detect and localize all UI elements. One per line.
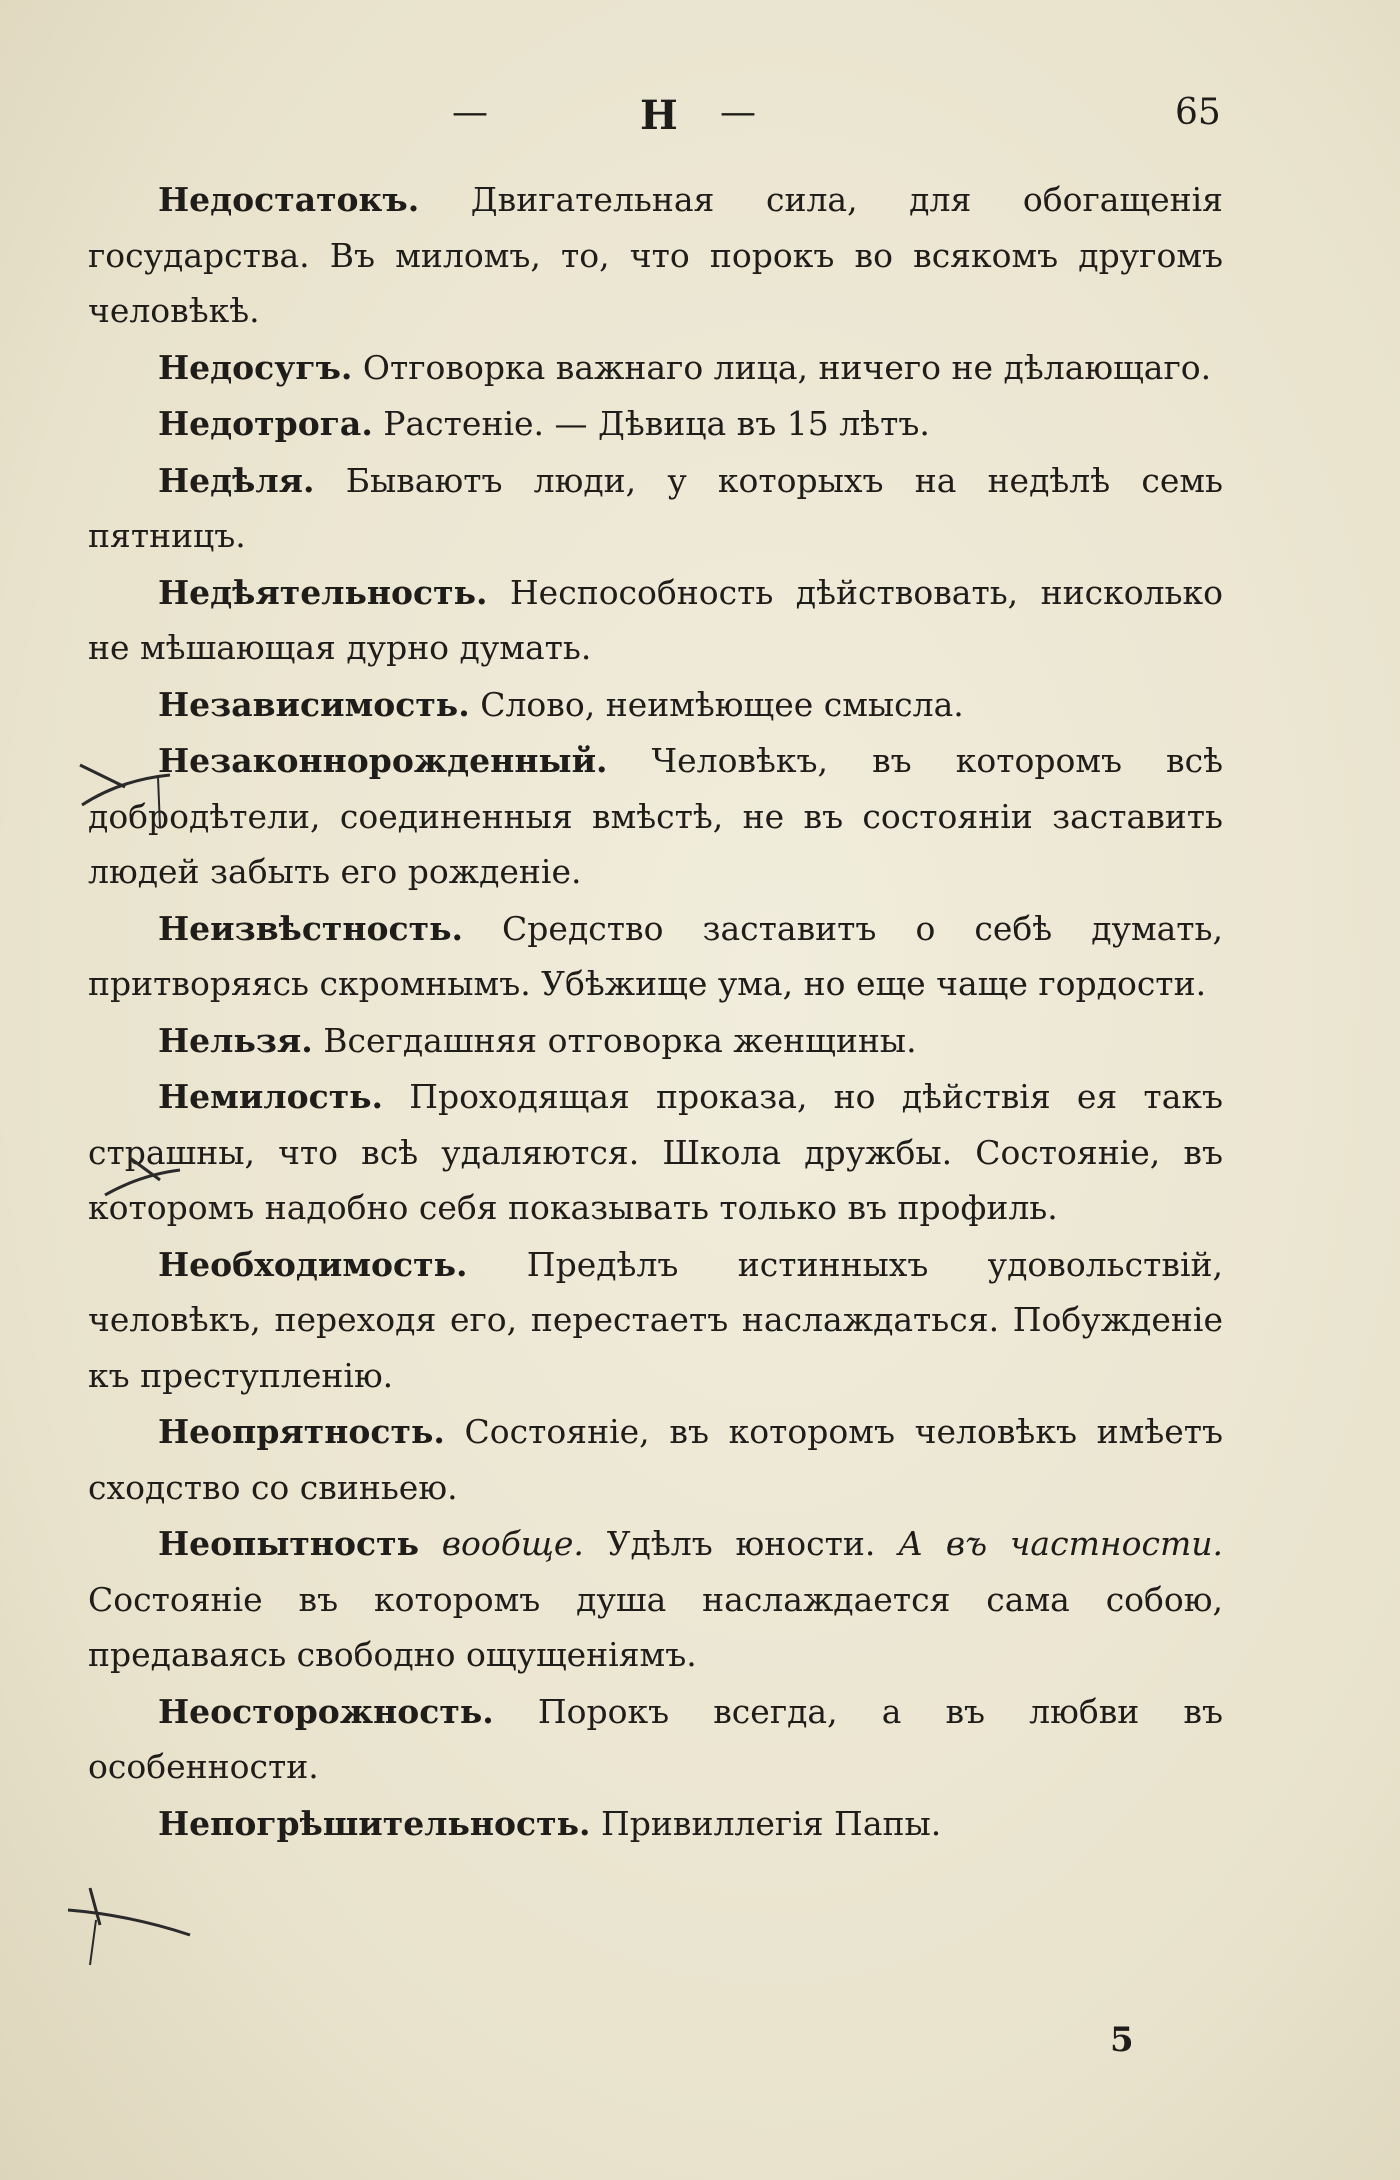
entry-term: Неопрятность. — [158, 1412, 445, 1451]
entry-term: Неопытность — [158, 1524, 419, 1563]
entry-definition: Двигательная сила, для обогащенія государства. Въ миломъ, то, что порокъ во всякомъ другомъ человѣкѣ. — [88, 180, 1223, 330]
entry-qualifier: А въ частности. — [875, 1524, 1224, 1563]
entry-nedotroga — [88, 396, 1223, 452]
entry-definition: Бываютъ люди, у которыхъ на недѣлѣ семь пятницъ. — [88, 460, 1223, 555]
entry-definition: Удѣлъ юности. — [583, 1524, 876, 1563]
entry-nedelya — [88, 453, 1223, 564]
entry-neopryatnost — [88, 1404, 1223, 1515]
entry-term: Неосторожность. — [158, 1691, 494, 1731]
entry-definition: Привиллегія Папы. — [590, 1803, 942, 1843]
head-dash-left: — — [452, 92, 488, 133]
entry-term: Неизвѣстность. — [158, 908, 463, 948]
entry-definition: Состояніе въ которомъ душа наслаждается сама собою, предаваясь свободно ощущеніямъ. — [88, 1579, 1223, 1674]
entry-nezakonnorozhdenny — [88, 733, 1223, 900]
entry-term: Недѣля. — [158, 460, 315, 500]
entry-neostorozhnost — [88, 1684, 1223, 1795]
entry-definition: Растеніе. — Дѣвица въ 15 лѣтъ. — [372, 404, 930, 443]
pencil-mark-icon — [60, 1880, 200, 1970]
entry-nelzya — [88, 1013, 1223, 1069]
entry-definition: Проходящая проказа, но дѣйствія ея такъ страшны, что всѣ удаляются. Школа дружбы. Состояніе, въ которомъ надобно себя показывать только въ профиль. — [88, 1077, 1223, 1227]
dictionary-body — [88, 172, 1223, 1852]
entry-nedosug — [88, 340, 1223, 396]
entry-qualifier: вообще. — [418, 1524, 584, 1563]
entry-definition: Средство заставитъ о себѣ думать, притворяясь скромнымъ. Убѣжище ума, но еще чаще гордости. — [88, 908, 1223, 1003]
entry-definition: Порокъ всегда, а въ любви въ особенности. — [88, 1691, 1223, 1786]
entry-term: Непогрѣшительность. — [158, 1803, 591, 1843]
entry-nepogreshitelnost — [88, 1796, 1223, 1852]
entry-definition: Слово, неимѣющее смысла. — [469, 684, 964, 724]
entry-term: Недѣятельность. — [158, 572, 488, 612]
entry-term: Нельзя. — [158, 1020, 313, 1060]
entry-term: Необходимость. — [158, 1244, 468, 1284]
entry-nezavisimost — [88, 677, 1223, 733]
entry-nemilost — [88, 1069, 1223, 1236]
entry-neizvestnost — [88, 901, 1223, 1012]
entry-term: Недосугъ. — [158, 347, 353, 387]
section-letter: Н — [640, 92, 678, 139]
entry-definition: Отговорка важнаго лица, ничего не дѣлающаго. — [352, 347, 1212, 387]
entry-term: Немилость. — [158, 1077, 384, 1116]
pencil-mark-icon — [70, 745, 180, 835]
entry-term: Недотрога. — [158, 404, 373, 443]
page-number: 65 — [1175, 92, 1221, 133]
pencil-mark-icon — [100, 1150, 190, 1220]
entry-definition: Состояніе, въ которомъ человѣкъ имѣетъ сходство со свиньею. — [88, 1412, 1223, 1507]
entry-definition: Всегдашняя отговорка женщины. — [312, 1020, 917, 1060]
entry-definition: Неспособность дѣйствовать, нисколько не мѣшающая дурно думать. — [88, 572, 1223, 667]
signature-mark: 5 — [1110, 2020, 1134, 2060]
entry-nedostatok — [88, 172, 1223, 339]
head-dash-right: — — [720, 92, 756, 133]
entry-term: Незаконнорожденный. — [158, 741, 608, 780]
entry-term: Недостатокъ. — [158, 180, 420, 219]
entry-definition: Человѣкъ, въ которомъ всѣ добродѣтели, соединенныя вмѣстѣ, не въ состояніи заставить людей забыть его рожденіе. — [88, 741, 1223, 891]
entry-neopytnost — [88, 1516, 1223, 1683]
entry-nedeyatelnost — [88, 565, 1223, 676]
entry-neobkhodimost — [88, 1237, 1223, 1404]
entry-term: Независимость. — [158, 684, 470, 724]
entry-definition: Предѣлъ истинныхъ удовольствій, человѣкъ, переходя его, перестаетъ наслаждаться. Побужденіе къ преступленію. — [88, 1244, 1223, 1395]
